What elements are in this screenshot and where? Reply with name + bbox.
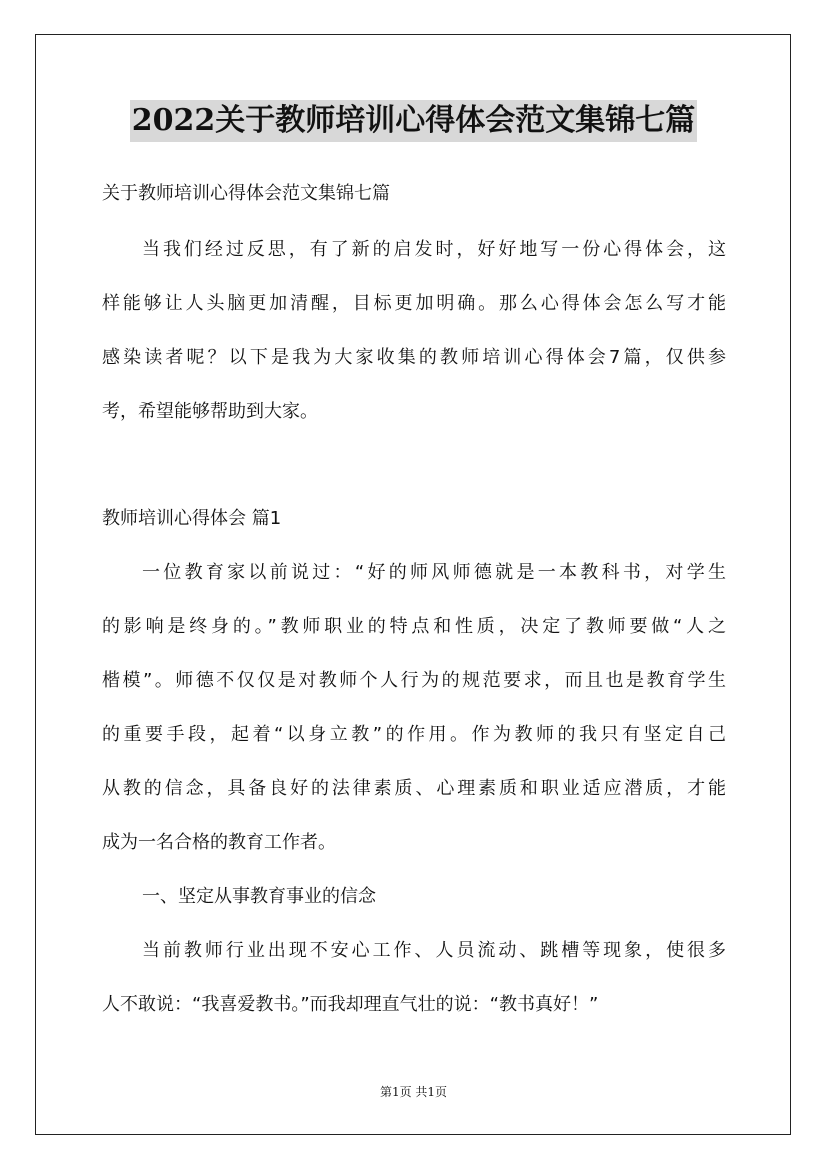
section-line-5: 从教的信念，具备良好的法律素质、心理素质和职业适应潜质，才能 (102, 778, 726, 799)
intro-paragraph (102, 223, 726, 439)
intro-line-3: 感染读者呢？以下是我为大家收集的教师培训心得体会7篇，仅供参 (102, 347, 726, 368)
point-heading: 一、坚定从事教育事业的信念 (142, 886, 376, 907)
section-heading: 教师培训心得体会 篇1 (102, 508, 282, 529)
section-line-3: 楷模”。师德不仅仅是对教师个人行为的规范要求，而且也是教育学生 (102, 670, 726, 691)
document-subtitle: 关于教师培训心得体会范文集锦七篇 (102, 183, 390, 204)
title-container (0, 100, 827, 142)
section-line-1: 一位教育家以前说过：“好的师风师德就是一本教科书，对学生 (142, 562, 726, 583)
section-paragraph (102, 546, 726, 870)
point-line-2: 人不敢说：“我喜爱教书。”而我却理直气壮的说：“教书真好！” (102, 994, 599, 1015)
point-line-1: 当前教师行业出现不安心工作、人员流动、跳槽等现象，使很多 (142, 940, 726, 961)
intro-line-2: 样能够让人头脑更加清醒，目标更加明确。那么心得体会怎么写才能 (102, 293, 726, 314)
section-line-6: 成为一名合格的教育工作者。 (102, 832, 336, 853)
document-title: 2022关于教师培训心得体会范文集锦七篇 (130, 100, 698, 142)
intro-line-4: 考，希望能够帮助到大家。 (102, 401, 318, 422)
page-footer: 第1页 共1页 (379, 1085, 448, 1099)
point-paragraph (102, 924, 726, 1032)
intro-line-1: 当我们经过反思，有了新的启发时，好好地写一份心得体会，这 (142, 239, 726, 260)
section-line-4: 的重要手段，起着“以身立教”的作用。作为教师的我只有坚定自己 (102, 724, 726, 745)
point-heading-block (102, 870, 726, 924)
section-line-2: 的影响是终身的。”教师职业的特点和性质，决定了教师要做“人之 (102, 616, 726, 637)
